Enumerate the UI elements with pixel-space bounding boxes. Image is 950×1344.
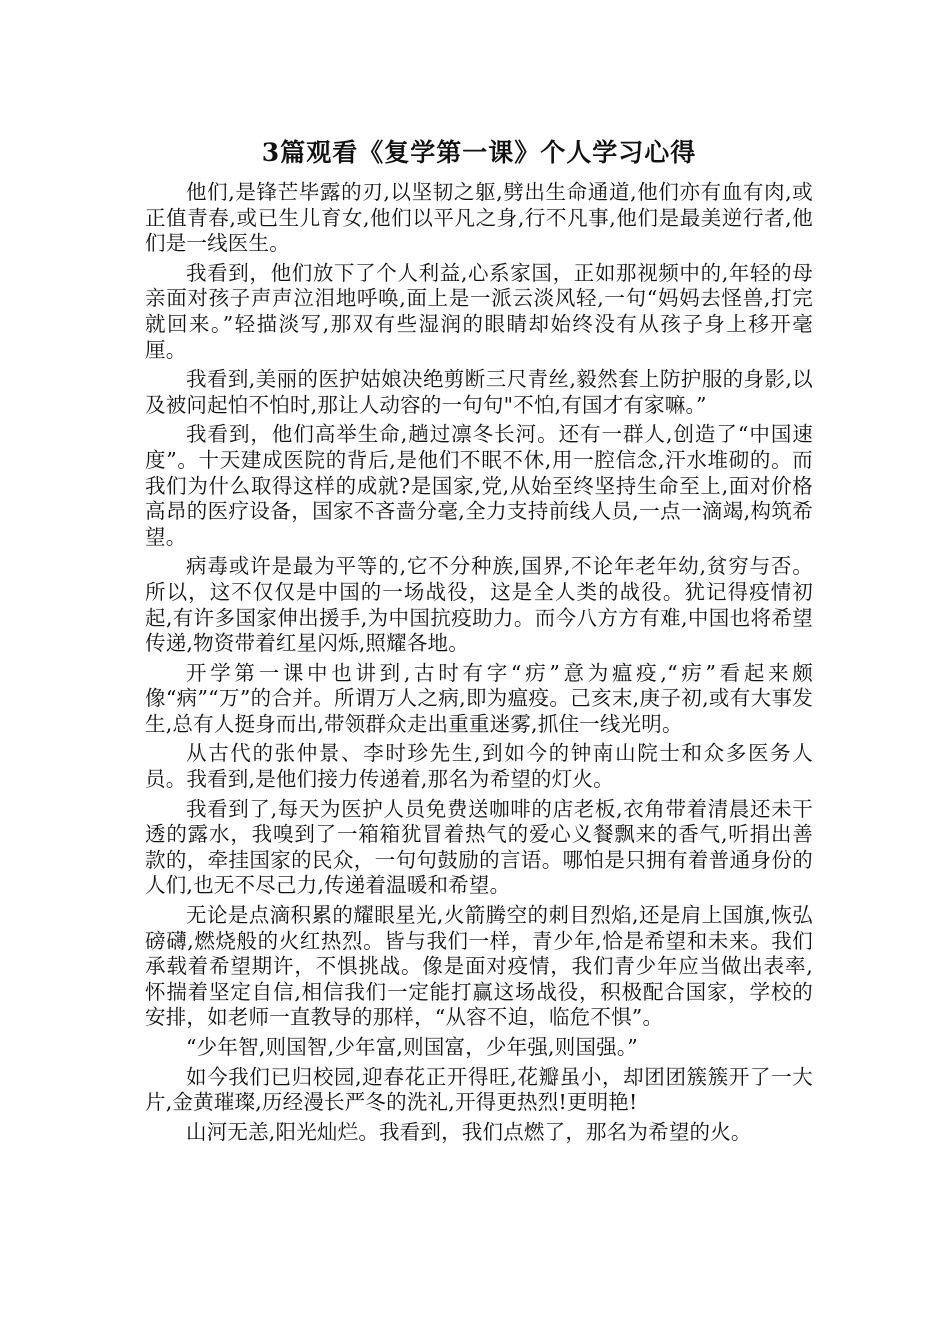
paragraph: 我看到,美丽的医护姑娘决绝剪断三尺青丝,毅然套上防护服的身影,以及被问起怕不怕时,那让人动容的一句句"不怕,有国才有家嘛。”	[145, 367, 813, 417]
document-page	[145, 128, 813, 1149]
paragraph: 病毒或许是最为平等的,它不分种族,国界,不论年老年幼,贫穷与否。所以，这不仅仅是中国的一场战役，这是全人类的战役。犹记得疫情初起,有许多国家伸出援手,为中国抗疫助力。而今八方方有难,中国也将希望传递,物资带着红星闪烁,照耀各地。	[145, 554, 813, 656]
paragraph: 山河无恙,阳光灿烂。我看到，我们点燃了，那名为希望的火。	[186, 1119, 752, 1144]
paragraph: 他们,是锋芒毕露的刃,以坚韧之躯,劈出生命通道,他们亦有血有肉,或正值青春,或已生儿育女,他们以平凡之身,行不凡事,他们是最美逆行者,他们是一线医生。	[145, 180, 813, 256]
paragraph: 我看到，他们高举生命,趟过凛冬长河。还有一群人,创造了“中国速度”。十天建成医院的背后,是他们不眠不休,用一腔信念,汗水堆砌的。而我们为什么取得这样的成就?是国家,党,从始至终坚持生命至上,面对价格高昂的医疗设备，国家不吝啬分毫,全力支持前线人员,一点一滴竭,构筑希望。	[145, 422, 813, 549]
paragraph: 我看到了,每天为医护人员免费送咖啡的店老板,衣角带着清晨还未干透的露水，我嗅到了一箱箱犹冒着热气的爱心义餐飘来的香气,听捐出善款的，牵挂国家的民众，一句句鼓励的言语。哪怕是只拥有着普通身份的人们,也无不尽己力,传递着温暖和希望。	[145, 796, 813, 898]
paragraph: 从古代的张仲景、李时珍先生,到如今的钟南山院士和众多医务人员。我看到,是他们接力传递着,那名为希望的灯火。	[145, 741, 813, 792]
paragraph: 无论是点滴积累的耀眼星光,火箭腾空的刺目烈焰,还是肩上国旗,恢弘磅礴,燃烧般的火红热烈。皆与我们一样，青少年,恰是希望和未来。我们承载着希望期许，不惧挑战。像是面对疫情，我们青少年应当做出表率,怀揣着坚定自信,相信我们一定能打赢这场战役，积极配合国家，学校的安排，如老师一直教导的那样，“从容不迫，临危不惧”。	[145, 903, 813, 1030]
paragraph: “少年智,则国智,少年富,则国富，少年强,则国强。”	[186, 1035, 638, 1059]
paragraph: 如今我们已归校园,迎春花正开得旺,花瓣虽小，却团团簇簇开了一大片,金黄璀璨,历经漫长严冬的洗礼,开得更热烈!更明艳!	[145, 1064, 813, 1115]
paragraph: 开学第一课中也讲到,古时有字“疠”意为瘟疫,“疠”看起来颇像“病”“万”的合并。所谓万人之病,即为瘟疫。己亥末,庚子初,或有大事发生,总有人挺身而出,带领群众走出重重迷雾,抓住一线光明。	[145, 660, 813, 736]
paragraph: 我看到，他们放下了个人利益,心系家国，正如那视频中的,年轻的母亲面对孩子声声泣泪地呼唤,面上是一派云淡风轻,一句“妈妈去怪兽,打完就回来。”轻描淡写,那双有些湿润的眼睛却始终没有从孩子身上移开毫厘。	[145, 260, 813, 362]
document-title: 3篇观看《复学第一课》个人学习心得	[261, 138, 697, 167]
